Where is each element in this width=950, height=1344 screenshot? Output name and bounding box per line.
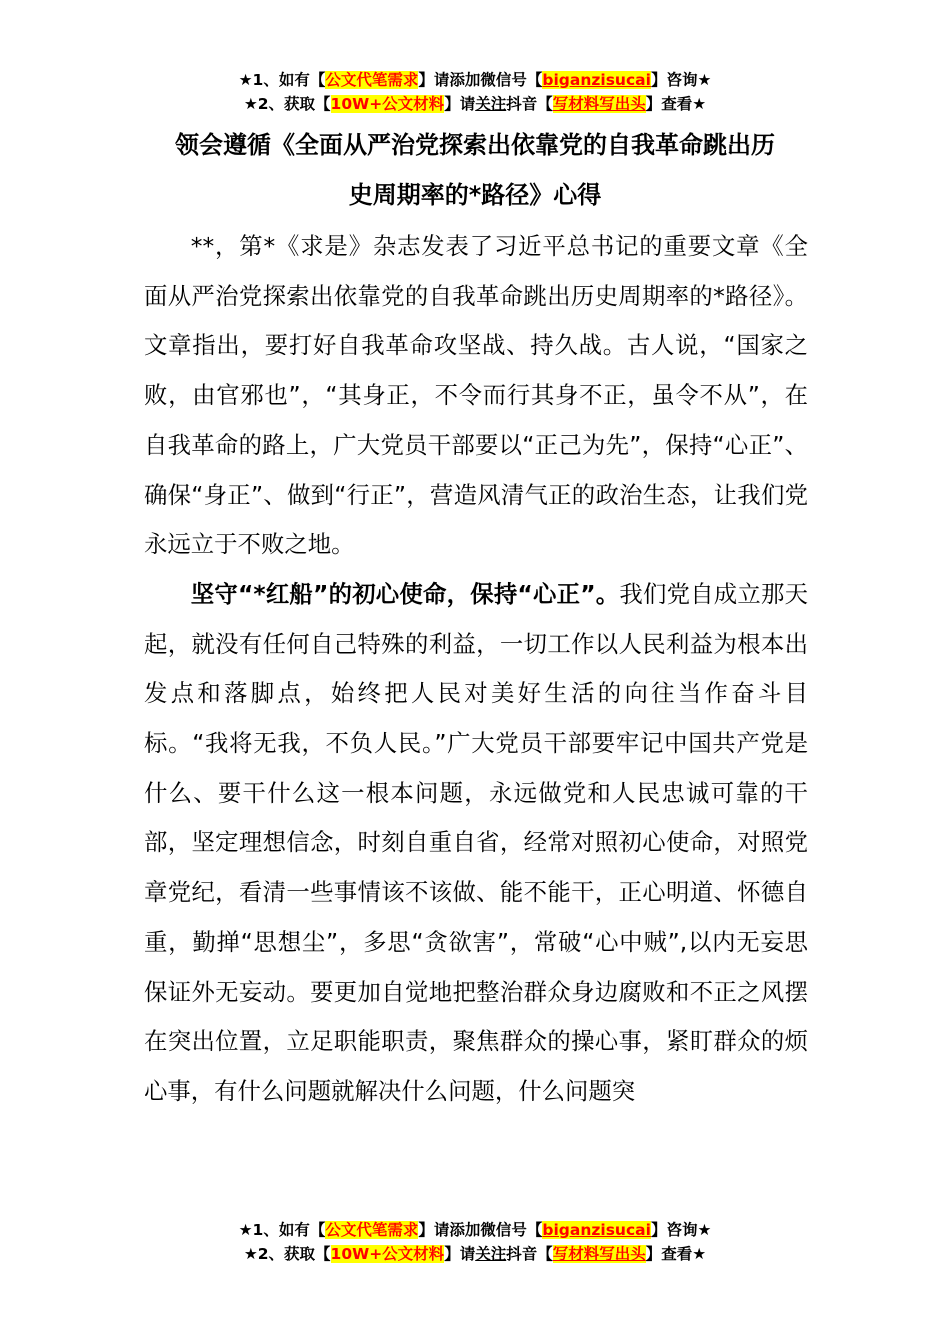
banner-highlight-douyin-account: 写材料写出头 <box>552 95 646 113</box>
banner-text: ★2、获取【 <box>243 1245 331 1263</box>
footer-banner-line-1 <box>0 1218 950 1242</box>
banner-text: 】请添加微信号【 <box>418 71 543 89</box>
banner-highlight-douyin-account: 写材料写出头 <box>552 1245 646 1263</box>
banner-underlined-text: 关注 <box>475 95 507 113</box>
banner-text: 】查看★ <box>645 1245 707 1263</box>
document-title-line-1: 领会遵循《全面从严治党探索出依靠党的自我革命跳出历 <box>175 131 775 159</box>
header-banner <box>0 68 950 116</box>
document-body <box>144 222 808 1117</box>
footer-banner-line-2 <box>0 1242 950 1266</box>
banner-text: ★1、如有【 <box>238 71 326 89</box>
document-title-line-2: 史周期率的*路径》心得 <box>348 181 602 209</box>
banner-line-2 <box>0 92 950 116</box>
banner-line-1 <box>0 68 950 92</box>
banner-text: 】请 <box>444 1245 476 1263</box>
banner-highlight-materials: 10W+公文材料 <box>330 95 445 113</box>
paragraph-2-lead: 坚守“*红船”的初心使命，保持“心正”。 <box>190 579 620 608</box>
paragraph-2 <box>144 570 808 1117</box>
banner-highlight-wechat-id: biganzisucai <box>542 71 651 89</box>
footer-banner <box>0 1218 950 1266</box>
paragraph-2-body: 我们党自成立那天起，就没有任何自己特殊的利益，一切工作以人民利益为根本出发点和落脚点，始终把人民对美好生活的向往当作奋斗目标。“我将无我，不负人民。”广大党员干部要牢记中国共产党是什么、要干什么这一根本问题，永远做党和人民忠诚可靠的干部，坚定理想信念，时刻自重自省，经常对照初心使命，对照党章党纪，看清一些事情该不该做、能不能干，正心明道、怀德自重，勤掸“思想尘”，多思“贪欲害”，常破“心中贼”,以内无妄思保证外无妄动。要更加自觉地把整治群众身边腐败和不正之风摆在突出位置，立足职能职责，聚焦群众的操心事，紧盯群众的烦心事，有什么问题就解决什么问题，什么问题突 <box>144 579 808 1105</box>
banner-text: 抖音【 <box>506 95 553 113</box>
banner-highlight-service: 公文代笔需求 <box>325 1221 419 1239</box>
banner-text: 】查看★ <box>645 95 707 113</box>
banner-underlined-text: 关注 <box>475 1245 507 1263</box>
paragraph-1: **，第*《求是》杂志发表了习近平总书记的重要文章《全面从严治党探索出依靠党的自我革命跳出历史周期率的*路径》。文章指出，要打好自我革命攻坚战、持久战。古人说，“国家之败，由官邪也”，“其身正，不令而行其身不正，虽令不从”，在自我革命的路上，广大党员干部要以“正己为先”，保持“心正”、确保“身正”、做到“行正”，营造风清气正的政治生态，让我们党永远立于不败之地。 <box>144 232 808 559</box>
banner-text: 抖音【 <box>506 1245 553 1263</box>
banner-text: 】咨询★ <box>650 71 712 89</box>
banner-highlight-wechat-id: biganzisucai <box>542 1221 651 1239</box>
banner-text: 】请添加微信号【 <box>418 1221 543 1239</box>
banner-highlight-materials: 10W+公文材料 <box>330 1245 445 1263</box>
banner-text: ★1、如有【 <box>238 1221 326 1239</box>
banner-text: ★2、获取【 <box>243 95 331 113</box>
banner-text: 】请 <box>444 95 476 113</box>
banner-text: 】咨询★ <box>650 1221 712 1239</box>
banner-highlight-service: 公文代笔需求 <box>325 71 419 89</box>
